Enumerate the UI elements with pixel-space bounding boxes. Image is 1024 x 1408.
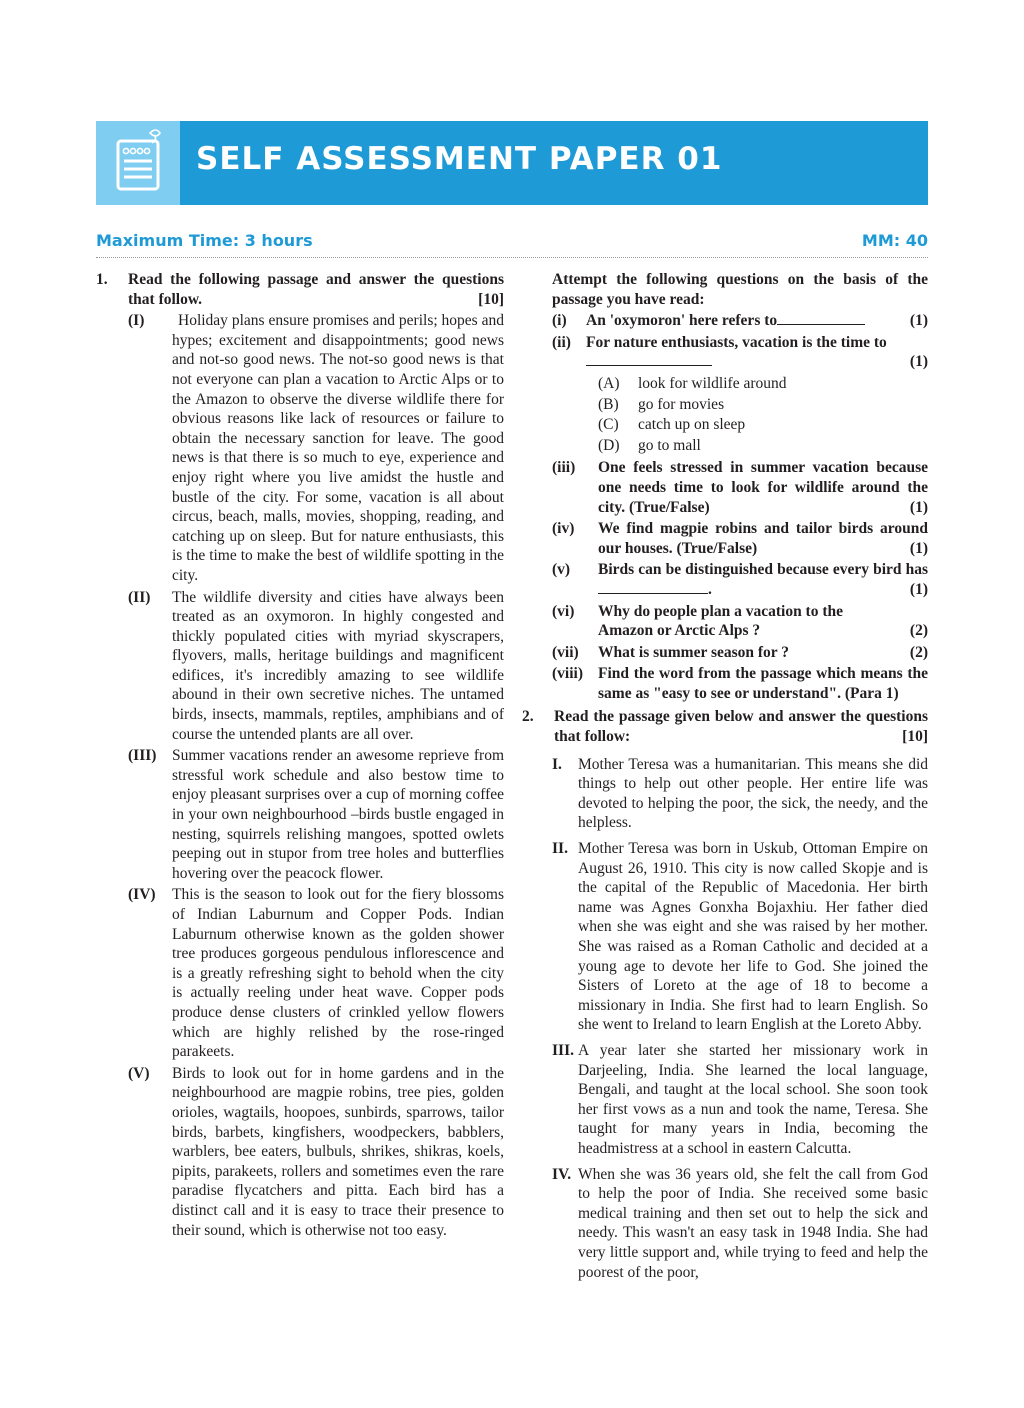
option-letter: (A) bbox=[598, 374, 620, 392]
option-text: catch up on sleep bbox=[638, 416, 746, 434]
item-text: Find the word from the passage which means the same as "easy to see or understand". (Para 1) bbox=[598, 665, 928, 702]
item-text: What is summer season for ? bbox=[598, 643, 790, 661]
paragraph-text: Summer vacations render an awesome reprieve from stressful work schedule and also bestow time to enjoy pleasant surprises over a cup of morning coffee in your own neighbourhood –birds bustle engaged in nesting, squirrels relishing mangoes, spotted owlets peeping out in stupor from tree holes and butterflies hovering over the peacock flower. bbox=[172, 747, 504, 882]
paragraph-number: (V) bbox=[128, 1064, 150, 1082]
question-heading: Read the following passage and answer the questions that follow. bbox=[128, 271, 504, 308]
item-text: One feels stressed in summer vacation because one needs time to look for wildlife around the city. (True/False) bbox=[598, 459, 928, 516]
passage-paragraph bbox=[96, 1064, 504, 1240]
option-item bbox=[598, 415, 928, 435]
item-marks: (2) bbox=[909, 621, 928, 639]
question-1-heading bbox=[96, 270, 504, 309]
header-divider bbox=[96, 257, 928, 258]
item-marks: (1) bbox=[909, 312, 928, 330]
question-heading: Read the passage given below and answer the questions that follow: bbox=[554, 708, 928, 746]
option-item bbox=[598, 395, 928, 415]
passage-paragraph bbox=[520, 1041, 928, 1159]
item-text: Birds can be distinguished because every bird has bbox=[598, 561, 928, 579]
item-number: (i) bbox=[552, 312, 567, 330]
passage-paragraph bbox=[96, 311, 504, 585]
item-marks: (1) bbox=[909, 353, 928, 371]
question-marks: [10] bbox=[478, 290, 504, 308]
passage-paragraph bbox=[96, 746, 504, 883]
item-text-end: . bbox=[708, 580, 712, 598]
answer-blank bbox=[586, 365, 712, 366]
answer-blank bbox=[598, 593, 708, 594]
question-number: 1. bbox=[96, 271, 108, 288]
option-letter: (C) bbox=[598, 416, 619, 434]
paragraph-text: Mother Teresa was a humanitarian. This means she did things to help out other people. Her entire life was devoted to helping the poor, the sick, the needy, and the helpless. bbox=[578, 755, 928, 832]
item-text: For nature enthusiasts, vacation is the time to bbox=[586, 333, 887, 351]
option-text: go to mall bbox=[638, 436, 701, 454]
option-letter: (B) bbox=[598, 395, 619, 413]
item-number: (ii) bbox=[552, 333, 571, 351]
question-2-heading bbox=[520, 707, 928, 746]
option-text: look for wildlife around bbox=[638, 374, 787, 392]
item-body bbox=[598, 643, 928, 663]
item-text: Why do people plan a vacation to the Amazon or Arctic Alps ? bbox=[598, 602, 844, 640]
option-item bbox=[598, 436, 928, 456]
paragraph-number: (II) bbox=[128, 588, 151, 606]
item-body bbox=[598, 602, 928, 641]
item-marks: (2) bbox=[909, 643, 928, 661]
question-item bbox=[520, 560, 928, 599]
page-title: SELF ASSESSMENT PAPER 01 bbox=[196, 141, 723, 177]
question-marks: [10] bbox=[902, 728, 928, 746]
test-sheet-icon bbox=[96, 121, 180, 205]
question-item bbox=[520, 333, 928, 372]
passage-paragraph bbox=[520, 755, 928, 833]
paragraph-number: (IV) bbox=[128, 886, 156, 904]
passage-paragraph bbox=[96, 885, 504, 1061]
paragraph-number: (III) bbox=[128, 747, 157, 765]
option-letter: (D) bbox=[598, 436, 620, 454]
left-column bbox=[96, 270, 504, 1242]
option-text: go for movies bbox=[638, 395, 725, 413]
question-item bbox=[520, 602, 928, 641]
question-item bbox=[520, 664, 928, 703]
max-marks: MM: 40 bbox=[861, 231, 928, 250]
item-body bbox=[598, 519, 928, 558]
option-item bbox=[598, 374, 928, 394]
item-number: (iii) bbox=[552, 459, 576, 477]
paragraph-number: III. bbox=[552, 1041, 574, 1059]
item-number: (vii) bbox=[552, 643, 579, 661]
item-marks: (1) bbox=[909, 539, 928, 557]
item-text: An 'oxymoron' here refers to bbox=[586, 312, 778, 330]
question-item bbox=[520, 519, 928, 558]
answer-blank bbox=[777, 324, 865, 325]
item-body bbox=[586, 311, 928, 331]
question-item bbox=[520, 458, 928, 517]
paragraph-number: IV. bbox=[552, 1165, 572, 1183]
item-body bbox=[586, 333, 928, 372]
item-marks: (1) bbox=[909, 580, 928, 598]
paragraph-text: When she was 36 years old, she felt the call from God to help the poor of India. She received some basic medical training and then set out to help the sick and needy. This wasn't an easy task in 1948 India. She had very little support and, while trying to feed and help the poorest of the poor, bbox=[578, 1165, 928, 1281]
item-number: (v) bbox=[552, 561, 571, 579]
item-number: (iv) bbox=[552, 520, 575, 538]
paragraph-text: Holiday plans ensure promises and perils; hopes and hypes; excitement and disappointments; good news and not-so good news. The not-so good news is that not everyone can plan a vacation to Arctic Alps or to the Amazon to observe the diverse wildlife there for obvious reasons like lack of resources or failure to obtain the necessary sanction for leave. The good news is that there is so much to eye, experience and enjoy right where you live amidst the hustle and bustle of the city. For some, vacation is all about circus, beach, malls, movies, shopping, reading, and catching up on sleep. But for nature enthusiasts, this is the time to make the best of wildlife spotting in the city. bbox=[172, 312, 504, 584]
item-number: (viii) bbox=[552, 665, 583, 683]
question-item bbox=[520, 311, 928, 331]
question-item bbox=[520, 643, 928, 663]
item-text: We find magpie robins and tailor birds around our houses. (True/False) bbox=[598, 520, 928, 557]
passage-paragraph bbox=[520, 1165, 928, 1283]
paragraph-number: (I) bbox=[128, 312, 145, 330]
right-column bbox=[520, 270, 928, 1288]
paragraph-text: The wildlife diversity and cities have always been treated as an oxymoron. In highly congested and thickly populated cities with myriad skyscrapers, flyovers, malls, heritage buildings and magnificent edifices, it's incredibly amazing to see wildlife abound in their own secretive niches. The untamed birds, insects, mammals, reptiles, amphibians and of course the untended plants are all over. bbox=[172, 588, 504, 743]
title-banner bbox=[96, 121, 928, 205]
passage-paragraph bbox=[520, 839, 928, 1035]
question-heading-wrap bbox=[128, 270, 504, 309]
question-number: 2. bbox=[522, 708, 534, 726]
paragraph-text: Mother Teresa was born in Uskub, Ottoman Empire on August 26, 1910. This city is now called Skopje and is the capital of the Republic of Macedonia. Her birth name was Agnes Gonxha Bojaxhiu. Her father died when she was eight and she was raised by her mother. She was raised as a Roman Catholic and decided at a young age to devote her life to God. She joined the Sisters of Loreto at the age of 18 to become a missionary in India. She first had to learn English. So she went to Ireland to learn English at the Loreto Abby. bbox=[578, 840, 928, 1034]
max-time: Maximum Time: 3 hours bbox=[96, 231, 313, 250]
paragraph-text: A year later she started her missionary work in Darjeeling, India. She learned the local language, Bengali, and taught at the local school. She soon took her first vows as a nun and took the name, Teresa. She taught for many years in India, becoming the headmistress at a school in eastern Calcutta. bbox=[578, 1041, 928, 1157]
item-number: (vi) bbox=[552, 602, 575, 620]
banner-icon-box bbox=[96, 121, 180, 205]
paragraph-text: This is the season to look out for the fiery blossoms of Indian Laburnum and Copper Pods. Indian Laburnum otherwise known as the golden shower tree produces gorgeous pendulous inflorescence and is a greatly refreshing sight to behold when the city is actually reeling under heat wave. Copper pods produce dense clusters of crinkled yellow flowers which are highly relished by the rose-ringed parakeets. bbox=[172, 886, 504, 1061]
item-body bbox=[598, 458, 928, 517]
questions-intro: Attempt the following questions on the basis of the passage you have read: bbox=[552, 271, 928, 308]
item-body bbox=[598, 560, 928, 599]
question-heading-wrap bbox=[554, 707, 928, 746]
passage-paragraph bbox=[96, 588, 504, 745]
paragraph-number: I. bbox=[552, 755, 562, 773]
paragraph-text: Birds to look out for in home gardens and in the neighbourhood are magpie robins, tree pies, golden orioles, wagtails, hoopoes, sunbirds, sparrows, tailor birds, barbets, kingfishers, woodpeckers, babblers, warblers, bee eaters, bulbuls, shrikes, shikras, koels, pipits, parakeets, rollers and sometimes even the rare paradise flycatchers and pitta. Each bird has a distinct call and it is easy to trace their presence to their sound, which is otherwise not too easy. bbox=[172, 1064, 504, 1239]
paragraph-number: II. bbox=[552, 840, 568, 858]
item-marks: (1) bbox=[909, 498, 928, 516]
